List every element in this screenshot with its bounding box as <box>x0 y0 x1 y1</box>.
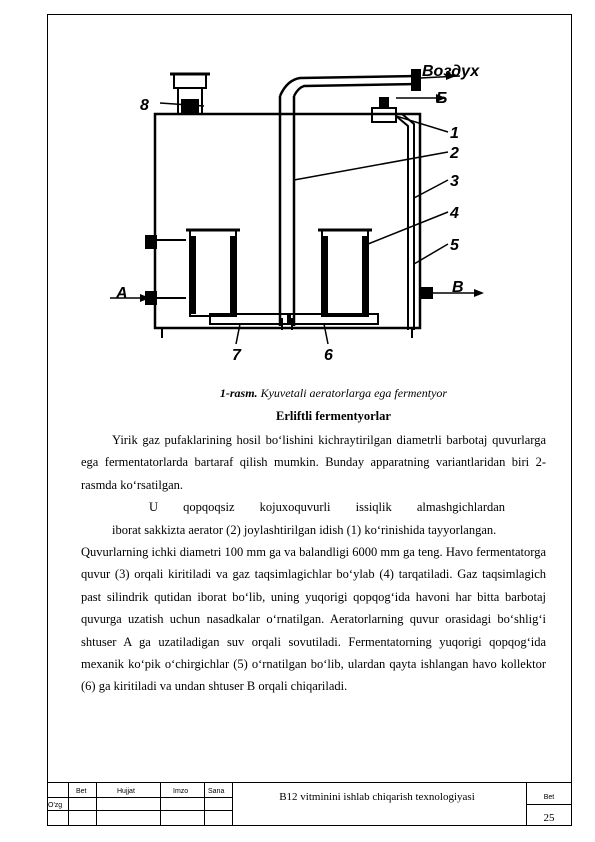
stamp-sana: Sana <box>208 788 225 795</box>
label-b-top: Б <box>436 90 448 107</box>
page-number: 25 <box>543 812 555 824</box>
section-title: Erliftli fermentyorlar <box>276 409 391 423</box>
stamp-ozg: O'zg <box>48 802 63 809</box>
fermenter-diagram <box>100 48 500 370</box>
paragraph: iborat sakkizta aerator (2) joylashtirilgan idish (1) ko‘rinishida tayyorlangan. <box>112 522 497 537</box>
paragraph: Yirik gaz pufaklarining hosil bo‘lishini kichraytirilgan diametrli barbotaj quvurlarga ega fermentatorlarda bartaraf qilish mumkin. Bunday apparatning variantlaridan biri 2-rasmda ko‘rsatilgan. <box>81 433 546 492</box>
title-block <box>47 782 572 826</box>
body-text <box>81 429 546 698</box>
label-5: 5 <box>450 237 459 254</box>
stamp-imzo: Imzo <box>173 788 189 795</box>
label-4: 4 <box>450 205 459 222</box>
label-a: А <box>116 285 128 302</box>
label-6: 6 <box>324 347 333 364</box>
document-title: B12 vitminini ishlab chiqarish texnologiyasi <box>279 791 475 803</box>
caption-number: 1-rasm. <box>219 386 258 400</box>
paragraph: Quvurlarning ichki diametri 100 mm ga va balandligi 6000 mm ga teng. Havo fermentatorga quvur (3) orqali kiritiladi va gaz taqsimlagichlar bo‘ylab (4) tarqatiladi. Gaz taqsimlagich past silindrik qutidan iborat bo‘lib, uning yuqorigi qopqog‘ida havoni har bitta barbotaj quvurga uzatish uchun nasadkalar o‘rnatilgan. Aeratorlarning quvur orasidagi bo‘shlig‘i shtuser A ga uzatiladigan suv orqali sovutiladi. Fermentatorning yuqorigi qopqog‘ida mexanik ko‘pik o‘chirgichlar (5) o‘rnatilgan bo‘lib, ulardan qayta ishlangan havo kollektor (6) ga kiritiladi va undan shtuser B orqali chiqariladi. <box>81 545 546 694</box>
paragraph: U qopqoqsiz kojuxoquvurli issiqlik almashgichlardan <box>149 500 506 515</box>
figure-caption <box>36 386 595 401</box>
label-3: 3 <box>450 173 459 190</box>
stamp-bet-label: Bet <box>543 794 555 801</box>
caption-text: Kyuvetali aeratorlarga ega fermentyor <box>257 386 448 400</box>
label-1: 1 <box>450 125 459 142</box>
label-air: Воздух <box>422 63 480 80</box>
label-b-right: В <box>452 279 464 296</box>
label-7: 7 <box>232 347 241 364</box>
label-8: 8 <box>140 97 149 114</box>
fermenter-drawing <box>100 48 500 370</box>
label-2: 2 <box>450 145 459 162</box>
stamp-bet: Bet <box>76 788 87 795</box>
stamp-hujjat: Hujjat <box>117 788 135 795</box>
